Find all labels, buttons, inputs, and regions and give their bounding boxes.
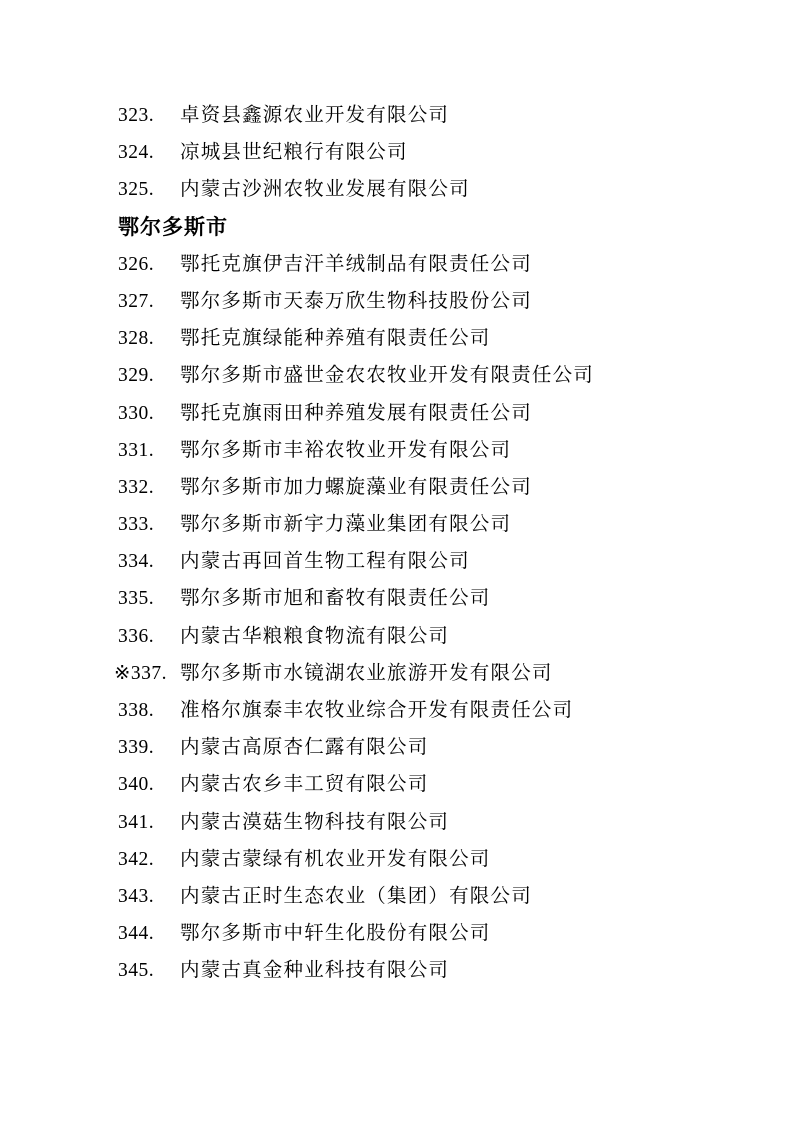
section-header — [118, 209, 753, 246]
company-name: 鄂尔多斯市加力螺旋藻业有限责任公司 — [180, 476, 532, 498]
item-number: 335. — [118, 588, 155, 610]
list-item — [118, 320, 753, 357]
list-item — [118, 952, 753, 989]
list-item — [118, 134, 753, 171]
item-number: 343. — [118, 885, 155, 907]
list-item — [118, 878, 753, 915]
list-item — [118, 804, 753, 841]
item-number: 329. — [118, 365, 155, 387]
list-item — [118, 841, 753, 878]
list-item — [118, 543, 753, 580]
item-number: 332. — [118, 476, 155, 498]
item-number: 344. — [118, 923, 155, 945]
item-number: 340. — [118, 774, 155, 796]
company-name: 内蒙古真金种业科技有限公司 — [180, 960, 450, 982]
company-name: 鄂尔多斯市旭和畜牧有限责任公司 — [180, 588, 491, 610]
item-number: 327. — [118, 290, 155, 312]
list-item — [118, 283, 753, 320]
company-name: 鄂尔多斯市丰裕农牧业开发有限公司 — [180, 439, 512, 461]
item-number: 324. — [118, 142, 155, 164]
item-number: 323. — [118, 105, 155, 126]
list-item — [118, 357, 753, 394]
item-number: 326. — [118, 253, 155, 275]
list-item — [118, 692, 753, 729]
company-name: 内蒙古蒙绿有机农业开发有限公司 — [180, 848, 491, 870]
company-name: 凉城县世纪粮行有限公司 — [180, 142, 408, 164]
item-number: 330. — [118, 402, 155, 424]
company-name: 内蒙古再回首生物工程有限公司 — [180, 551, 470, 573]
company-name: 鄂托克旗绿能种养殖有限责任公司 — [180, 328, 491, 350]
item-number: 341. — [118, 811, 155, 833]
item-number: 333. — [118, 514, 155, 536]
company-name: 内蒙古高原杏仁露有限公司 — [180, 737, 429, 759]
list-item — [114, 655, 753, 692]
list-item — [118, 915, 753, 952]
list-item — [118, 469, 753, 506]
item-number: 336. — [118, 625, 155, 647]
company-name: 鄂尔多斯市盛世金农农牧业开发有限责任公司 — [180, 365, 595, 387]
item-number: 342. — [118, 848, 155, 870]
list-item — [118, 729, 753, 766]
company-name: 鄂尔多斯市中轩生化股份有限公司 — [180, 923, 491, 945]
company-list — [114, 97, 753, 990]
list-item — [118, 766, 753, 803]
section-header-label: 鄂尔多斯市 — [118, 214, 228, 239]
company-name: 内蒙古漠菇生物科技有限公司 — [180, 811, 450, 833]
item-number: 331. — [118, 439, 155, 461]
company-name: 卓资县鑫源农业开发有限公司 — [180, 105, 450, 126]
item-number: 328. — [118, 328, 155, 350]
item-number: ※337. — [114, 662, 167, 684]
company-name: 内蒙古华粮粮食物流有限公司 — [180, 625, 450, 647]
list-item — [118, 395, 753, 432]
company-name: 鄂托克旗伊吉汗羊绒制品有限责任公司 — [180, 253, 532, 275]
list-item — [118, 506, 753, 543]
company-name: 鄂托克旗雨田种养殖发展有限责任公司 — [180, 402, 532, 424]
list-item — [118, 171, 753, 208]
item-number: 338. — [118, 700, 155, 721]
list-item — [118, 618, 753, 655]
item-number: 339. — [118, 737, 155, 759]
company-name: 准格尔旗泰丰农牧业综合开发有限责任公司 — [180, 700, 574, 721]
item-number: 345. — [118, 960, 155, 982]
company-name: 内蒙古农乡丰工贸有限公司 — [180, 774, 429, 796]
company-name: 内蒙古正时生态农业（集团）有限公司 — [180, 885, 532, 907]
company-name: 鄂尔多斯市水镜湖农业旅游开发有限公司 — [180, 662, 553, 684]
list-item — [118, 246, 753, 283]
item-number: 334. — [118, 551, 155, 573]
company-name: 鄂尔多斯市天泰万欣生物科技股份公司 — [180, 290, 532, 312]
company-name: 内蒙古沙洲农牧业发展有限公司 — [180, 179, 470, 201]
list-item — [118, 432, 753, 469]
list-item — [118, 97, 753, 134]
item-number: 325. — [118, 179, 155, 201]
company-name: 鄂尔多斯市新宇力藻业集团有限公司 — [180, 514, 512, 536]
list-item — [118, 580, 753, 617]
